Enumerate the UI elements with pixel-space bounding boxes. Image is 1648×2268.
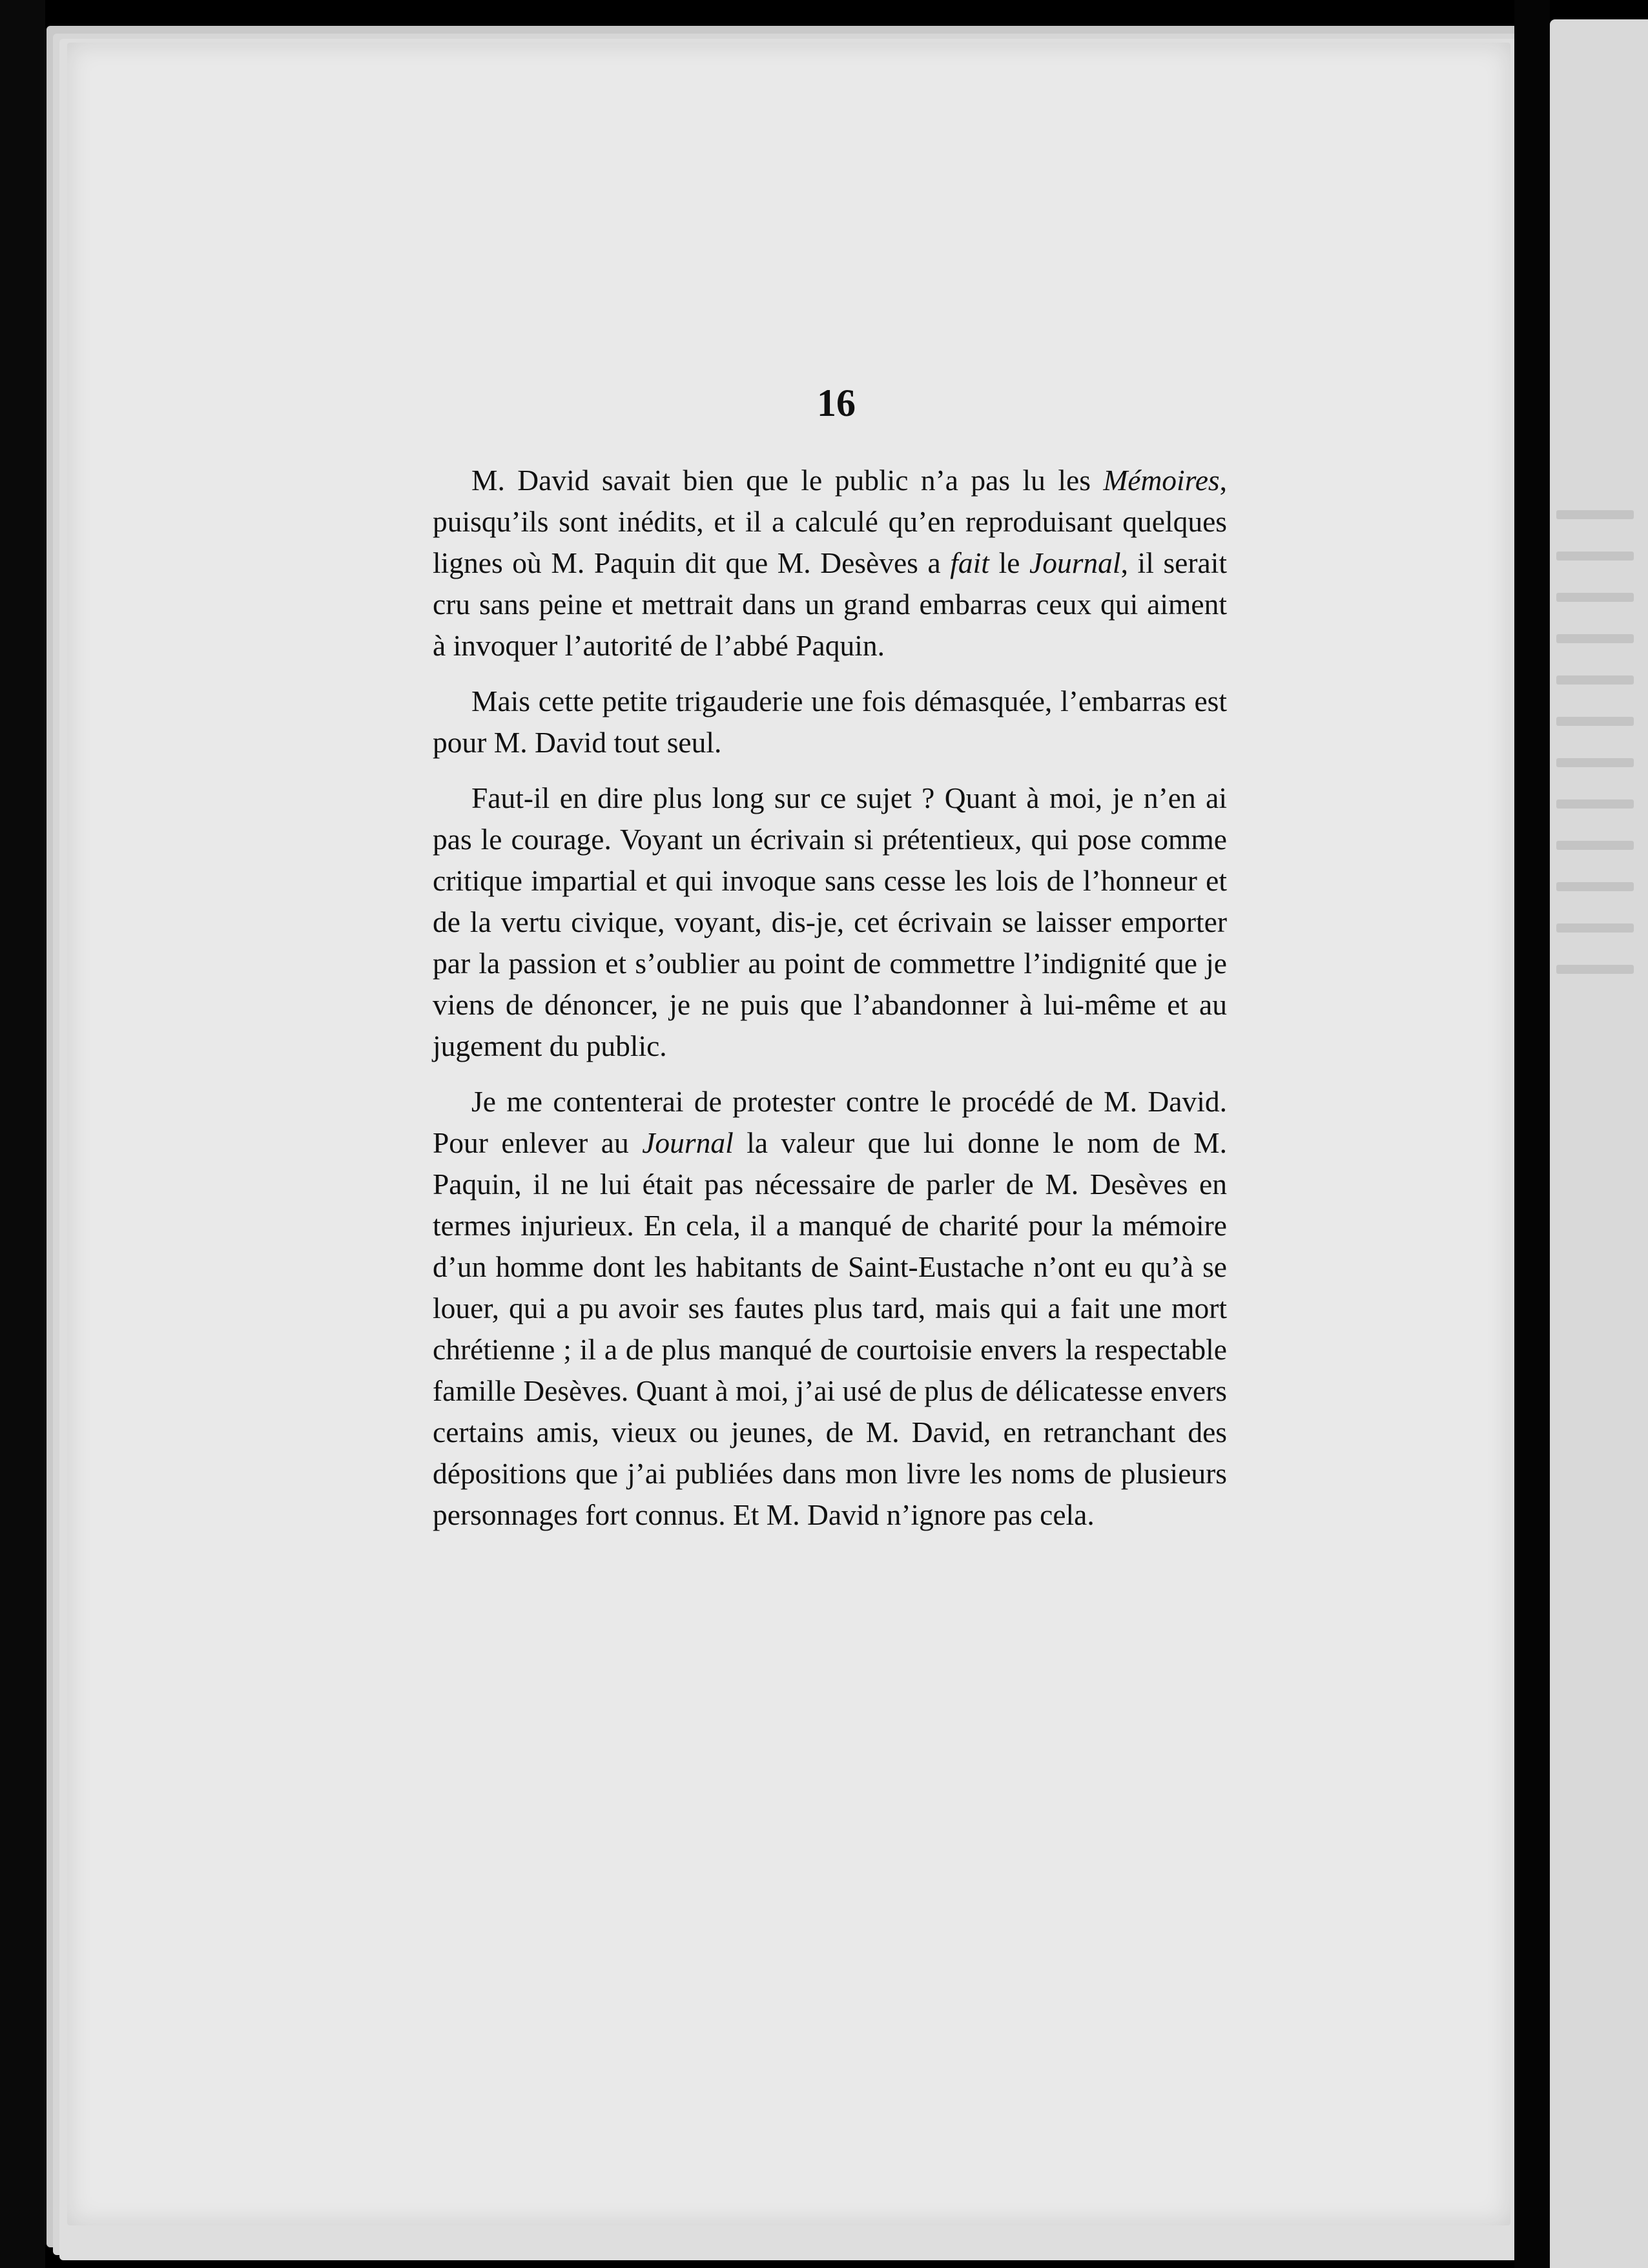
bleed-through-text <box>1556 510 1634 1006</box>
adjacent-page <box>1550 19 1648 2268</box>
paragraph <box>433 1081 1227 1536</box>
text-run: la valeur que lui donne le nom de M. Paquin, il ne lui était pas nécessaire de parler de M. Desèves en termes injurieux. En cela, il a manqué de charité pour la mémoire d’un homme dont les habitants de Saint-Eustache n’ont eu qu’à se louer, qui a pu avoir ses fautes plus tard, mais qui a fait une mort chrétienne ; il a de plus manqué de courtoisie envers la respectable famille Desèves. Quant à moi, j’ai usé de plus de délicatesse envers certains amis, vieux ou jeunes, de M. David, en retranchant des dépositions que j’ai publiées dans mon livre les noms de plusieurs personnages fort connus. Et M. David n’ignore pas cela. <box>433 1126 1228 1531</box>
paragraph <box>433 460 1227 666</box>
italic-title: fait <box>950 546 989 579</box>
text-run: M. David savait bien que le public n’a pas lu les <box>471 464 1104 497</box>
scan-left-edge <box>0 0 45 2268</box>
text-run: Mais cette petite trigauderie une fois démasquée, l’embarras est pour M. David tout seul. <box>433 685 1227 759</box>
text-run: Je me contenterai de protester contre le procédé de M. David. Pour enlever au <box>433 1085 1227 1159</box>
page-number: 16 <box>817 382 856 424</box>
text-run: Faut-il en dire plus long sur ce sujet ? Quant à moi, je n’en ai pas le courage. Voyant un écrivain si prétentieux, qui pose comme critique impartial et qui invoque sans cesse les lois de l’honneur et de la vertu civique, voyant, dis-je, cet écrivain se laisser emporter par la passion et s’oublier au point de commettre l’indignité que je viens de dénoncer, je ne puis que l’abandonner à lui-même et au jugement du public. <box>433 781 1227 1062</box>
body-text <box>433 460 1227 1550</box>
text-run: le <box>989 546 1030 579</box>
paragraph <box>433 681 1227 763</box>
book-gutter <box>1514 0 1550 2268</box>
italic-title: Journal <box>642 1126 734 1159</box>
text-run: , il serait cru sans peine et mettrait dans un grand embarras ceux qui aiment à invoquer l’autorité de l’abbé Paquin. <box>433 546 1227 662</box>
italic-title: Mémoires <box>1103 464 1220 497</box>
italic-title: Journal <box>1029 546 1121 579</box>
paragraph <box>433 778 1227 1067</box>
text-run: , puisqu’ils sont inédits, et il a calculé qu’en reproduisant quelques lignes où M. Paquin dit que M. Desèves a <box>433 464 1227 579</box>
